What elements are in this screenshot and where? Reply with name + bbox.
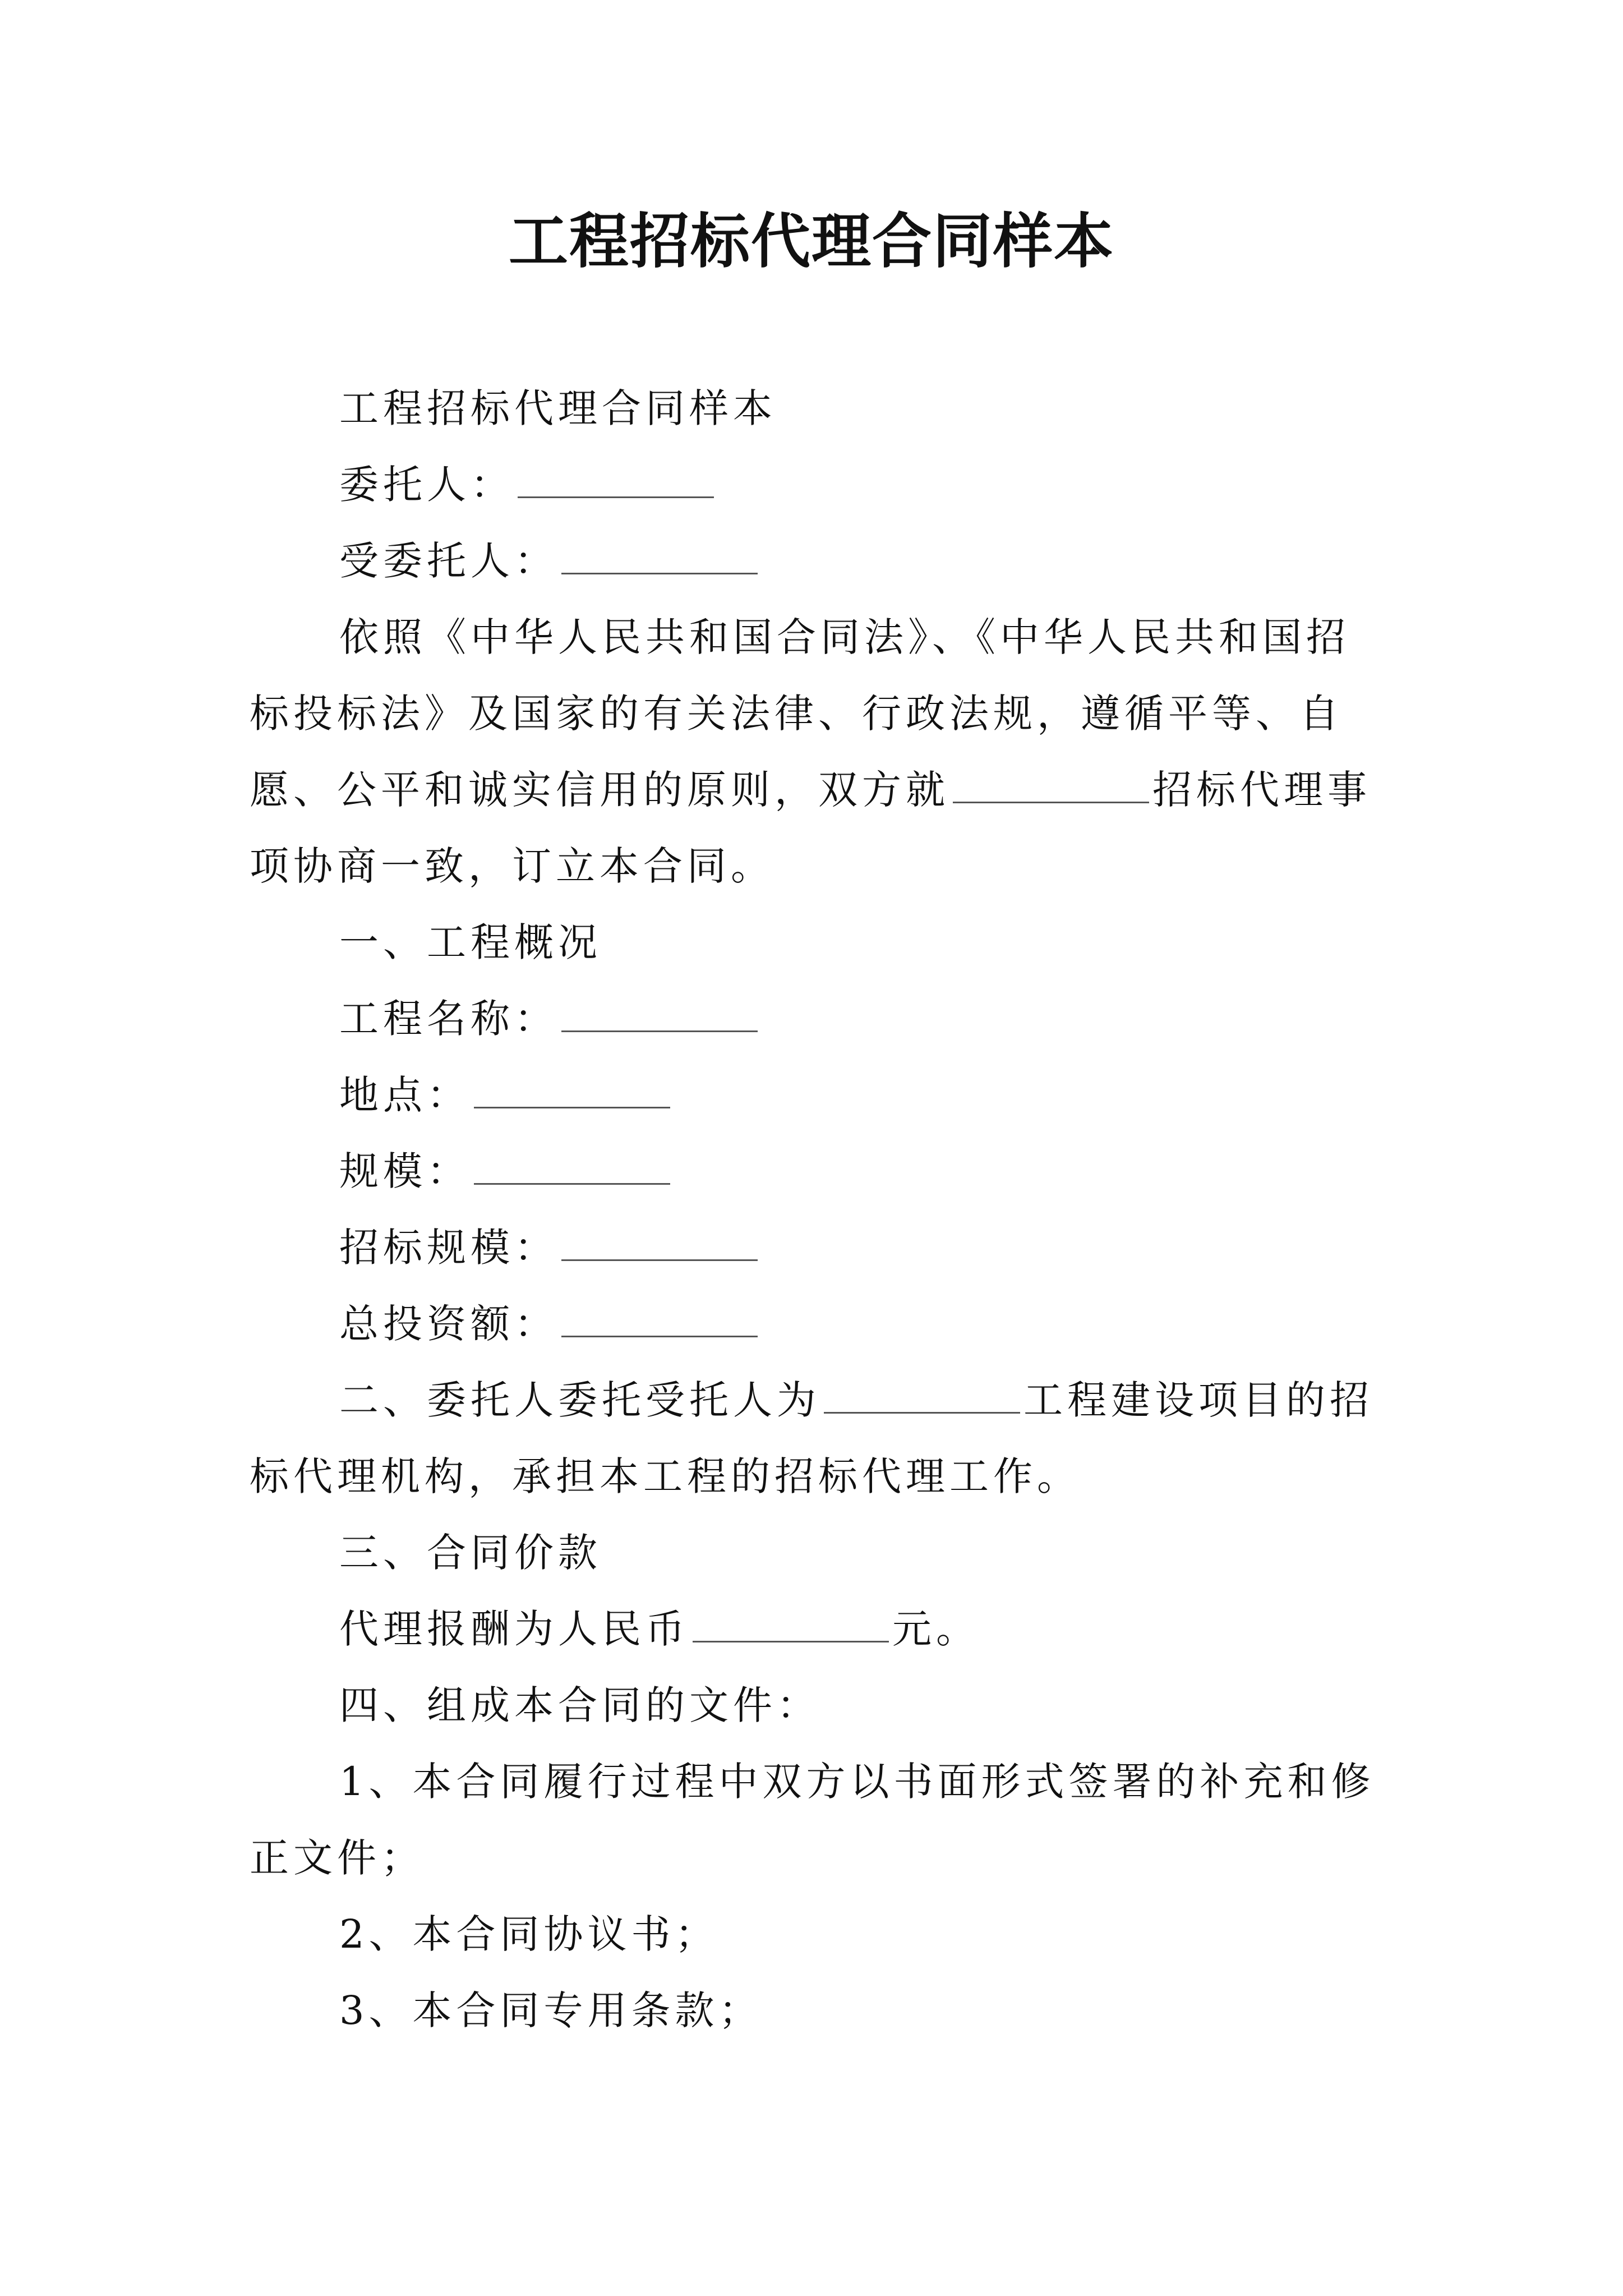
fee-text-1: 代理报酬为人民币	[339, 1606, 689, 1652]
scale-label: 规模：	[339, 1148, 471, 1194]
tender-scale-line	[250, 1209, 1377, 1286]
item1-text: 1、本合同履行过程中双方以书面形式签署的补充和修正文件；	[250, 1759, 1375, 1881]
fee-line	[250, 1591, 1377, 1667]
list-item	[250, 1896, 1377, 1972]
section4-heading-text: 四、组成本合同的文件：	[339, 1682, 820, 1728]
intro-paragraph	[250, 599, 1377, 904]
project-name-blank	[561, 999, 758, 1032]
section3-heading	[250, 1515, 1377, 1591]
location-label: 地点：	[339, 1072, 471, 1118]
intro-text-1: 依照《中华人民共和国合同法》、《中华人民共和国招标投标法》及国家的有关法律、行政法规，遵循平等、自愿、公平和诚实信用的原则，双方就	[250, 614, 1350, 813]
total-investment-line	[250, 1286, 1377, 1362]
project-name-label: 工程名称：	[339, 996, 558, 1042]
principal-label: 委托人：	[339, 462, 514, 508]
fee-text-2: 元。	[892, 1606, 980, 1652]
principal-blank	[518, 465, 714, 498]
subtitle-text: 工程招标代理合同样本	[339, 385, 777, 431]
item2-text: 2、本合同协议书；	[339, 1911, 719, 1957]
list-item	[250, 1972, 1377, 2049]
list-item	[250, 1743, 1377, 1896]
location-blank	[474, 1075, 670, 1108]
project-blank	[953, 770, 1149, 803]
document-title: 工程招标代理合同样本	[509, 206, 1114, 276]
section2-text-2: 工程建设项目的招标代理机构，承担本工程的招标代理工作。	[250, 1377, 1373, 1499]
section2-text-1: 二、委托人委托受托人为	[339, 1377, 820, 1423]
document-body	[250, 370, 1377, 2049]
total-investment-label: 总投资额：	[339, 1301, 558, 1347]
section2-paragraph	[250, 1362, 1377, 1515]
location-line	[250, 1057, 1377, 1133]
subtitle-line	[250, 370, 1377, 447]
total-investment-blank	[561, 1304, 758, 1337]
agent-line	[250, 523, 1377, 599]
principal-line	[250, 447, 1377, 523]
scale-blank	[474, 1152, 670, 1185]
fee-blank	[693, 1609, 889, 1642]
section1-heading	[250, 904, 1377, 981]
tender-scale-label: 招标规模：	[339, 1225, 558, 1271]
construction-project-blank	[824, 1381, 1020, 1414]
tender-scale-blank	[561, 1228, 758, 1261]
agent-blank	[561, 541, 758, 574]
intro-text-2: 招标代理事项协商一致，订立本合同。	[250, 767, 1371, 889]
agent-label: 受委托人：	[339, 538, 558, 584]
section4-heading	[250, 1667, 1377, 1743]
section3-heading-text: 三、合同价款	[339, 1530, 602, 1576]
item3-text: 3、本合同专用条款；	[339, 1987, 763, 2033]
section1-heading-text: 一、工程概况	[339, 919, 602, 965]
scale-line	[250, 1133, 1377, 1209]
project-name-line	[250, 981, 1377, 1057]
